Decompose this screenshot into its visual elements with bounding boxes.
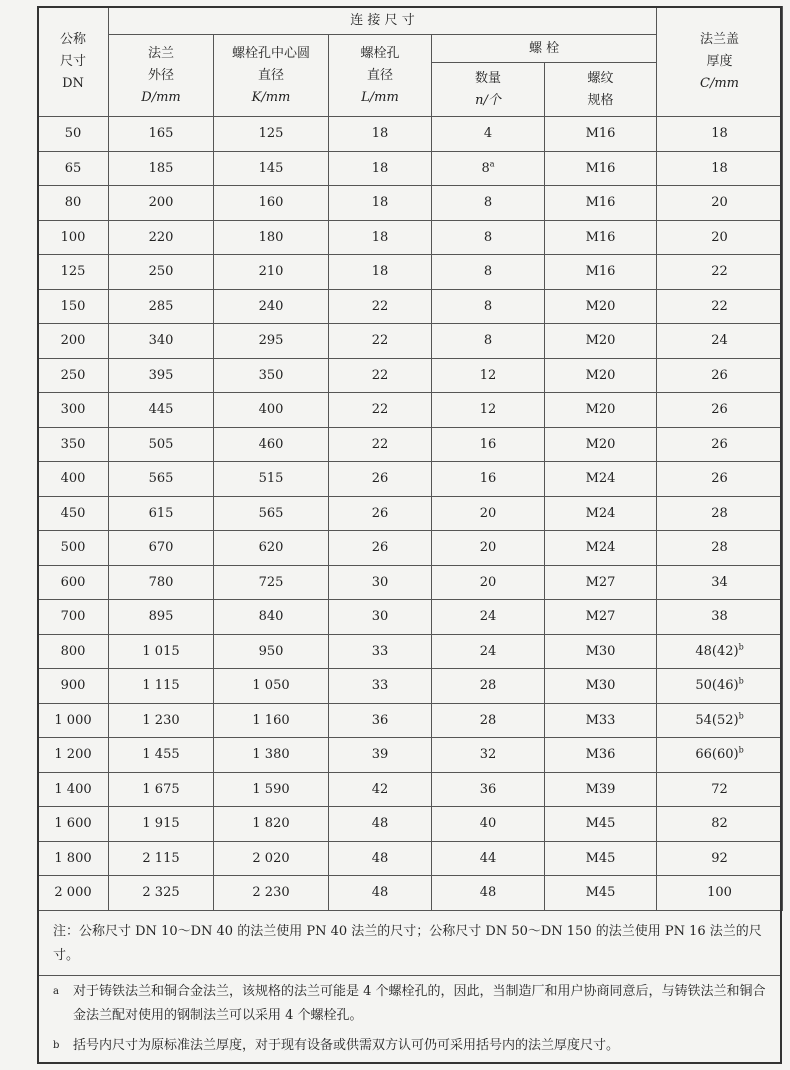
cell-thickness: 92 (657, 841, 783, 876)
cell-bolt-hole: 18 (329, 117, 432, 152)
cell-nominal-size: 250 (38, 358, 109, 393)
footnote-b-mark: b (53, 1040, 60, 1051)
cell-bolt-hole: 26 (329, 531, 432, 566)
cell-outer-diameter: 285 (109, 289, 214, 324)
table-row (38, 841, 783, 876)
cell-nominal-size: 1 600 (38, 807, 109, 842)
cell-nominal-size: 350 (38, 427, 109, 462)
footnotes (37, 976, 782, 1058)
cell-bolt-quantity: 20 (432, 496, 545, 531)
table-row (38, 703, 783, 738)
cell-outer-diameter: 1 015 (109, 634, 214, 669)
table-row (38, 772, 783, 807)
cell-bolt-quantity: 28 (432, 703, 545, 738)
cell-thread: M16 (545, 220, 657, 255)
table-row (38, 427, 783, 462)
header-flange-outer-diameter: 法兰 外径 D/mm (109, 35, 214, 117)
table-row (38, 807, 783, 842)
cell-bolt-quantity: 24 (432, 634, 545, 669)
cell-bolt-hole: 22 (329, 393, 432, 428)
cell-thread: M30 (545, 634, 657, 669)
cell-bolt-circle: 210 (214, 255, 329, 290)
cell-thickness: $48(42)^b$ (657, 634, 783, 669)
cell-thickness: 38 (657, 600, 783, 635)
cell-nominal-size: 600 (38, 565, 109, 600)
header-cover-thickness: 法兰盖 厚度 C/mm (657, 7, 783, 117)
footnote-marker: b (738, 676, 744, 686)
cell-bolt-hole: 39 (329, 738, 432, 773)
table-row (38, 220, 783, 255)
table-row (38, 462, 783, 497)
cell-nominal-size: 50 (38, 117, 109, 152)
cell-bolt-circle: 1 050 (214, 669, 329, 704)
cell-thread: M16 (545, 255, 657, 290)
cell-outer-diameter: 670 (109, 531, 214, 566)
cell-bolt-circle: 565 (214, 496, 329, 531)
footnote-a (53, 980, 766, 1028)
footnote-marker: b (738, 711, 744, 721)
cell-thread: M24 (545, 496, 657, 531)
footnote-b-text: 括号内尺寸为原标准法兰厚度，对于现有设备或供需双方认可仍可采用括号内的法兰厚度尺寸。 (73, 1038, 620, 1053)
cell-nominal-size: 300 (38, 393, 109, 428)
cell-outer-diameter: 780 (109, 565, 214, 600)
cell-bolt-circle: 1 590 (214, 772, 329, 807)
cell-bolt-quantity: 44 (432, 841, 545, 876)
cell-nominal-size: 80 (38, 186, 109, 221)
cell-thickness: 26 (657, 427, 783, 462)
cell-outer-diameter: 340 (109, 324, 214, 359)
cell-bolt-hole: 33 (329, 669, 432, 704)
cell-thread: M27 (545, 565, 657, 600)
cell-thread: M36 (545, 738, 657, 773)
cell-thread: M45 (545, 841, 657, 876)
table-row (38, 496, 783, 531)
cell-thread: M30 (545, 669, 657, 704)
cell-bolt-circle: 295 (214, 324, 329, 359)
cell-bolt-hole: 48 (329, 841, 432, 876)
cell-bolt-circle: 620 (214, 531, 329, 566)
cell-outer-diameter: 615 (109, 496, 214, 531)
cell-bolt-hole: 26 (329, 462, 432, 497)
cell-outer-diameter: 445 (109, 393, 214, 428)
cell-bolt-circle: 725 (214, 565, 329, 600)
cell-bolt-hole: 22 (329, 324, 432, 359)
cell-bolt-circle: 160 (214, 186, 329, 221)
cell-bolt-quantity: 28 (432, 669, 545, 704)
cell-outer-diameter: 565 (109, 462, 214, 497)
cell-bolt-quantity: 8 (432, 220, 545, 255)
cell-thickness: $54(52)^b$ (657, 703, 783, 738)
cell-outer-diameter: 1 915 (109, 807, 214, 842)
table-row (38, 738, 783, 773)
cell-thread: M16 (545, 186, 657, 221)
cell-bolt-hole: 26 (329, 496, 432, 531)
footnote-b (53, 1034, 766, 1058)
table-row (38, 634, 783, 669)
table-row (38, 531, 783, 566)
cell-thickness: $50(46)^b$ (657, 669, 783, 704)
cell-bolt-hole: 18 (329, 255, 432, 290)
cell-nominal-size: 1 400 (38, 772, 109, 807)
cell-outer-diameter: 220 (109, 220, 214, 255)
cell-bolt-hole: 30 (329, 565, 432, 600)
cell-nominal-size: 1 800 (38, 841, 109, 876)
cell-bolt-circle: 515 (214, 462, 329, 497)
cell-thread: M20 (545, 289, 657, 324)
cell-bolt-quantity: 8$^a$ (432, 151, 545, 186)
table-row (38, 117, 783, 152)
cell-nominal-size: 700 (38, 600, 109, 635)
cell-bolt-circle: 2 020 (214, 841, 329, 876)
cell-outer-diameter: 165 (109, 117, 214, 152)
cell-bolt-hole: 22 (329, 427, 432, 462)
cell-thickness: 26 (657, 358, 783, 393)
table-row (38, 255, 783, 290)
cell-bolt-quantity: 32 (432, 738, 545, 773)
cell-bolt-hole: 48 (329, 876, 432, 911)
table-row (38, 151, 783, 186)
table-row (38, 600, 783, 635)
table-row (38, 876, 783, 911)
cell-thickness: 18 (657, 117, 783, 152)
header-bolt-quantity: 数量 n/个 (432, 63, 545, 117)
cell-thickness: 100 (657, 876, 783, 911)
cell-thickness: 26 (657, 462, 783, 497)
cell-bolt-circle: 145 (214, 151, 329, 186)
cell-bolt-circle: 460 (214, 427, 329, 462)
cell-bolt-hole: 22 (329, 289, 432, 324)
cell-bolt-quantity: 16 (432, 427, 545, 462)
cell-bolt-quantity: 40 (432, 807, 545, 842)
cell-bolt-circle: 180 (214, 220, 329, 255)
header-bolt-hole-diameter: 螺栓孔 直径 L/mm (329, 35, 432, 117)
note-main: 注：公称尺寸 DN 10～DN 40 的法兰使用 PN 40 法兰的尺寸；公称尺寸 DN 50～DN 150 的法兰使用 PN 16 法兰的尺寸。 (37, 912, 782, 976)
table-row (38, 324, 783, 359)
cell-outer-diameter: 395 (109, 358, 214, 393)
cell-bolt-circle: 125 (214, 117, 329, 152)
header-bolt: 螺 栓 (432, 35, 657, 63)
cell-thickness: 28 (657, 531, 783, 566)
cell-bolt-quantity: 20 (432, 565, 545, 600)
footnote-marker: a (489, 159, 495, 169)
header-connection-dimensions: 连 接 尺 寸 (109, 7, 657, 35)
cell-bolt-quantity: 4 (432, 117, 545, 152)
cell-bolt-hole: 36 (329, 703, 432, 738)
cell-thread: M45 (545, 876, 657, 911)
flange-dimension-table (37, 6, 783, 911)
cell-thickness: 20 (657, 220, 783, 255)
table-row (38, 186, 783, 221)
cell-nominal-size: 150 (38, 289, 109, 324)
cell-bolt-hole: 30 (329, 600, 432, 635)
cell-bolt-circle: 950 (214, 634, 329, 669)
cell-bolt-circle: 2 230 (214, 876, 329, 911)
cell-thread: M24 (545, 531, 657, 566)
cell-bolt-circle: 350 (214, 358, 329, 393)
cell-bolt-quantity: 8 (432, 186, 545, 221)
cell-nominal-size: 800 (38, 634, 109, 669)
cell-bolt-hole: 48 (329, 807, 432, 842)
cell-bolt-circle: 1 380 (214, 738, 329, 773)
cell-thickness: 22 (657, 255, 783, 290)
cell-nominal-size: 400 (38, 462, 109, 497)
cell-thickness: 24 (657, 324, 783, 359)
table-row (38, 669, 783, 704)
header-thread-spec: 螺纹 规格 (545, 63, 657, 117)
cell-outer-diameter: 2 325 (109, 876, 214, 911)
cell-outer-diameter: 895 (109, 600, 214, 635)
cell-thread: M39 (545, 772, 657, 807)
cell-thread: M20 (545, 358, 657, 393)
cell-bolt-quantity: 12 (432, 358, 545, 393)
cell-bolt-quantity: 12 (432, 393, 545, 428)
cell-outer-diameter: 200 (109, 186, 214, 221)
cell-nominal-size: 900 (38, 669, 109, 704)
header-bolt-circle-diameter: 螺栓孔中心圆 直径 K/mm (214, 35, 329, 117)
cell-thickness: 26 (657, 393, 783, 428)
cell-thread: M24 (545, 462, 657, 497)
cell-bolt-quantity: 16 (432, 462, 545, 497)
table-row (38, 565, 783, 600)
cell-bolt-circle: 1 820 (214, 807, 329, 842)
cell-thickness: 28 (657, 496, 783, 531)
cell-thread: M16 (545, 117, 657, 152)
cell-outer-diameter: 505 (109, 427, 214, 462)
cell-nominal-size: 500 (38, 531, 109, 566)
cell-outer-diameter: 185 (109, 151, 214, 186)
cell-nominal-size: 100 (38, 220, 109, 255)
cell-bolt-hole: 18 (329, 186, 432, 221)
footnote-a-mark: a (53, 986, 59, 997)
footnote-marker: b (738, 745, 744, 755)
cell-thread: M27 (545, 600, 657, 635)
cell-nominal-size: 200 (38, 324, 109, 359)
cell-outer-diameter: 1 675 (109, 772, 214, 807)
cell-nominal-size: 2 000 (38, 876, 109, 911)
cell-bolt-quantity: 24 (432, 600, 545, 635)
cell-nominal-size: 1 200 (38, 738, 109, 773)
table-row (38, 289, 783, 324)
header-nominal-size: 公称 尺寸 DN (38, 7, 109, 117)
cell-bolt-hole: 22 (329, 358, 432, 393)
cell-thread: M20 (545, 324, 657, 359)
cell-outer-diameter: 1 115 (109, 669, 214, 704)
cell-bolt-hole: 42 (329, 772, 432, 807)
footnote-marker: b (738, 642, 744, 652)
cell-nominal-size: 1 000 (38, 703, 109, 738)
cell-bolt-quantity: 8 (432, 289, 545, 324)
cell-outer-diameter: 1 455 (109, 738, 214, 773)
cell-thread: M20 (545, 427, 657, 462)
footnote-a-text: 对于铸铁法兰和铜合金法兰，该规格的法兰可能是 4 个螺栓孔的，因此，当制造厂和用户协商同意后，与铸铁法兰和铜合金法兰配对使用的钢制法兰可以采用 4 个螺栓孔。 (73, 984, 766, 1023)
cell-outer-diameter: 1 230 (109, 703, 214, 738)
cell-thickness: 34 (657, 565, 783, 600)
cell-bolt-hole: 18 (329, 220, 432, 255)
cell-nominal-size: 450 (38, 496, 109, 531)
cell-bolt-circle: 840 (214, 600, 329, 635)
cell-thread: M20 (545, 393, 657, 428)
cell-bolt-hole: 33 (329, 634, 432, 669)
cell-thickness: 22 (657, 289, 783, 324)
table-notes (37, 912, 782, 1058)
cell-thickness: 18 (657, 151, 783, 186)
cell-bolt-quantity: 8 (432, 324, 545, 359)
cell-nominal-size: 125 (38, 255, 109, 290)
cell-outer-diameter: 250 (109, 255, 214, 290)
cell-bolt-circle: 400 (214, 393, 329, 428)
cell-thickness: 82 (657, 807, 783, 842)
cell-bolt-quantity: 20 (432, 531, 545, 566)
cell-bolt-hole: 18 (329, 151, 432, 186)
cell-thread: M33 (545, 703, 657, 738)
cell-bolt-circle: 1 160 (214, 703, 329, 738)
cell-outer-diameter: 2 115 (109, 841, 214, 876)
table-row (38, 358, 783, 393)
cell-bolt-quantity: 36 (432, 772, 545, 807)
cell-thread: M16 (545, 151, 657, 186)
cell-thickness: $66(60)^b$ (657, 738, 783, 773)
cell-thickness: 20 (657, 186, 783, 221)
cell-bolt-quantity: 8 (432, 255, 545, 290)
cell-bolt-quantity: 48 (432, 876, 545, 911)
cell-bolt-circle: 240 (214, 289, 329, 324)
cell-thickness: 72 (657, 772, 783, 807)
cell-nominal-size: 65 (38, 151, 109, 186)
cell-thread: M45 (545, 807, 657, 842)
table-row (38, 393, 783, 428)
